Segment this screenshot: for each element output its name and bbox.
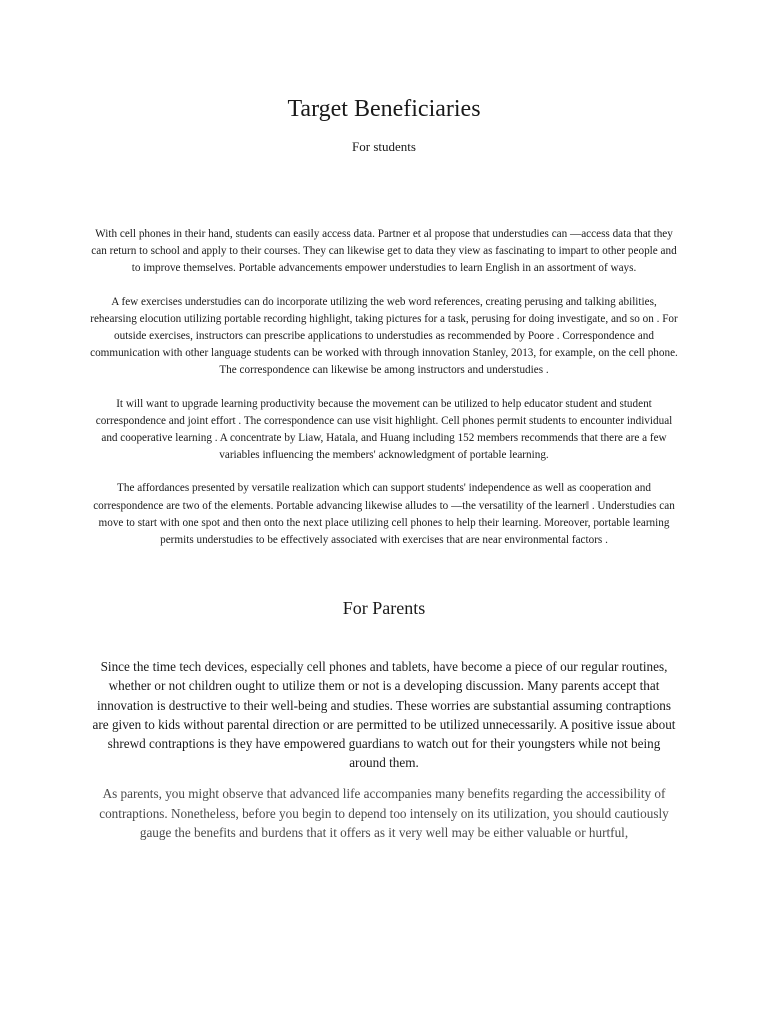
document-title: Target Beneficiaries xyxy=(287,96,481,122)
students-subtitle: For students xyxy=(352,139,416,154)
parents-paragraph: Since the time tech devices, especially cell phones and tablets, have become a piece of our regular routines, whether or not children ought to utilize them or not is a developing discussion. Many parents accept that innovation is destructive to their well-being and studies. These worries are substantial assuming contraptions are given to kids without parental direction or are permitted to be utilized unnecessarily. A positive issue about shrewd contraptions is they have empowered guardians to watch out for their youngsters while not being around them. xyxy=(92,659,676,771)
students-section xyxy=(90,226,678,549)
parents-section xyxy=(90,657,678,842)
students-paragraph: With cell phones in their hand, students can easily access data. Partner et al propose that understudies can —access data that they can return to school and apply to their courses. They can likewise get to data they view as fascinating to impart to other people and to improve themselves. Portable advancements empower understudies to learn English in an assortment of ways. xyxy=(91,228,677,275)
parents-paragraph: As parents, you might observe that advanced life accompanies many benefits regarding the accessibility of contraptions. Nonetheless, before you begin to depend too intensely on its utilization, you should cautiously gauge the benefits and burdens that it offers as it very well may be either valuable or hurtful, xyxy=(99,786,669,840)
parents-heading: For Parents xyxy=(342,598,426,619)
students-paragraph: It will want to upgrade learning productivity because the movement can be utilized to help educator student and student correspondence and joint effort . The correspondence can use visit highlight. Cell phones permit students to encounter individual and cooperative learning . A concentrate by Liaw, Hatala, and Huang including 152 members recommends that there are a few variables influencing the members' acknowledgment of portable learning. xyxy=(95,397,673,462)
students-paragraph: A few exercises understudies can do incorporate utilizing the web word references, creating perusing and talking abilities, rehearsing elocution utilizing portable recording highlight, taking pictures for a task, perusing for doing investigate, and so on . For outside exercises, instructors can prescribe applications to understudies as recommended by Poore . Correspondence and communication with other language students can be worked with through innovation Stanley, 2013, for example, on the cell phone. The correspondence can likewise be among instructors and understudies . xyxy=(90,295,678,377)
students-paragraph: The affordances presented by versatile realization which can support students' independence as well as cooperation and correspondence are two of the elements. Portable advancing likewise alludes to —the versatility of the learner‖ . Understudies can move to start with one spot and then onto the next place utilizing cell phones to help their learning. Moreover, portable learning permits understudies to be effectively associated with exercises that are near environmental factors . xyxy=(93,482,675,547)
